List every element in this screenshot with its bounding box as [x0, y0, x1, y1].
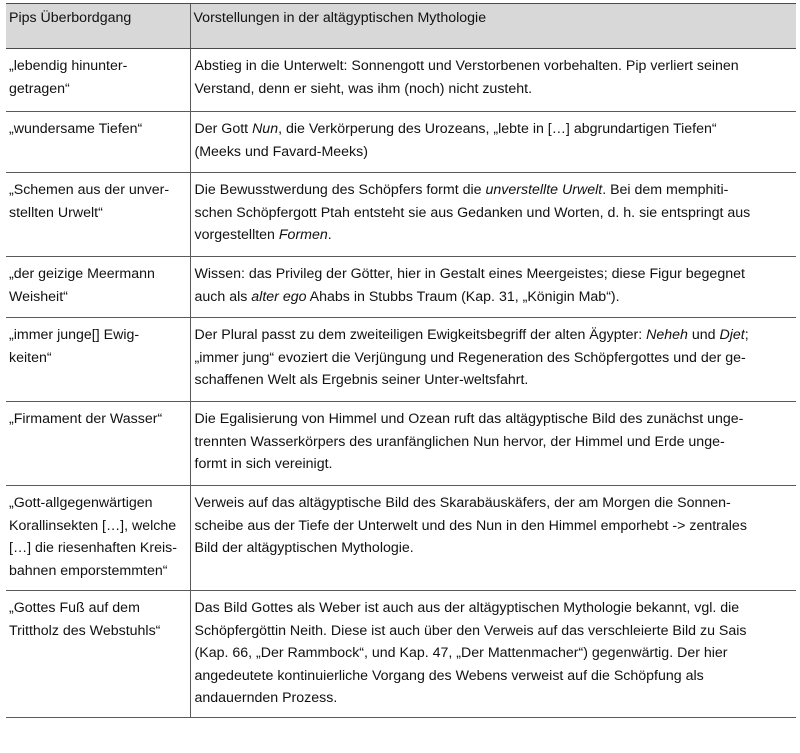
- text-segment: und: [687, 327, 720, 343]
- italic-term: unverstellte Urwelt: [485, 182, 603, 198]
- text-segment: scheibe aus der Tiefe der Unterwelt und des Nun in den Himmel emporhebt -> zentrales: [194, 517, 747, 534]
- interpretation-cell: [190, 486, 796, 591]
- text-segment: . Bei dem memphiti-: [602, 182, 729, 198]
- italic-term: Nun: [252, 121, 279, 137]
- text-segment: (Meeks und Favard-Meeks): [194, 143, 368, 160]
- interpretation-line: [195, 55, 794, 78]
- table-row: [6, 591, 796, 718]
- italic-term: alter ego: [251, 288, 307, 305]
- quote-line: Weisheit“: [9, 288, 68, 305]
- quote-line: „Gott-allgegenwärtigen: [9, 495, 153, 511]
- table-row: [6, 49, 796, 112]
- interpretation-line: [195, 642, 794, 665]
- quote-cell: [6, 49, 190, 112]
- interpretation-line: [195, 347, 794, 370]
- quote-line: „Firmament der Wasser“: [9, 411, 163, 427]
- interpretation-line: [195, 179, 794, 202]
- text-segment: , die Verkörperung des Urozeans, „lebte in […] abgrundartigen Tiefen“: [278, 121, 717, 137]
- quote-cell: [6, 318, 190, 402]
- quote-line: keiten“: [9, 349, 52, 366]
- interpretation-line: [195, 118, 794, 141]
- interpretation-cell: [190, 318, 796, 402]
- interpretation-cell: [190, 112, 796, 173]
- interpretation-line: [195, 408, 794, 431]
- text-segment: Schöpfergöttin Neith. Diese ist auch über den Verweis auf das verschleierte Bild zu Sais: [194, 622, 747, 639]
- interpretation-cell: [190, 257, 796, 318]
- quote-cell: [6, 257, 190, 318]
- table-row: [6, 257, 796, 318]
- quote-line: „immer junge[] Ewig-: [9, 327, 140, 343]
- interpretation-line: [195, 537, 794, 560]
- interpretation-line: [195, 78, 794, 101]
- table-row: [6, 112, 796, 173]
- quote-line: getragen“: [9, 80, 70, 97]
- text-segment: vorgestellten: [194, 227, 279, 243]
- table-row: [6, 486, 796, 591]
- text-segment: auch als: [194, 288, 252, 305]
- text-segment: (Kap. 66, „Der Rammbock“, und Kap. 47, „Der Mattenmacher“) gegenwärtig. Der hier: [194, 645, 728, 661]
- quote-cell: [6, 402, 190, 486]
- text-segment: andauernden Prozess.: [194, 690, 338, 706]
- text-segment: Die Bewusstwerdung des Schöpfers formt die: [194, 182, 486, 198]
- quote-line: „lebendig hinunter-: [9, 58, 128, 74]
- text-segment: Der Plural passt zu dem zweiteiligen Ewigkeitsbegriff der alten Ägypter:: [194, 327, 647, 343]
- italic-term: Neheh: [646, 327, 688, 343]
- interpretation-line: [195, 202, 794, 225]
- text-segment: ;: [744, 327, 749, 343]
- quote-line: […] die riesenhaften Kreis-: [9, 540, 177, 556]
- quote-line: bahnen emporstemmten“: [9, 562, 168, 579]
- text-segment: trennten Wasserkörpers des uranfänglichen Nun hervor, der Himmel und Erde unge-: [194, 433, 725, 450]
- text-segment: Das Bild Gottes als Weber ist auch aus der altägyptischen Mythologie bekannt, vgl. die: [194, 600, 740, 616]
- text-segment: Abstieg in die Unterwelt: Sonnengott und Verstorbenen vorbehalten. Pip verliert seinen: [194, 58, 739, 74]
- interpretation-line: [195, 286, 794, 309]
- text-segment: „immer jung“ evoziert die Verjüngung und Regeneration des Schöpfergottes und der ge-: [194, 349, 746, 366]
- mythology-comparison-table: [6, 3, 796, 718]
- table-row: [6, 402, 796, 486]
- quote-line: „Gottes Fuß auf dem: [9, 600, 140, 616]
- interpretation-line: [195, 224, 794, 247]
- quote-line: „der geizige Meermann: [9, 266, 155, 282]
- quote-line: Trittholz des Webstuhls“: [9, 622, 161, 639]
- quote-line: „Schemen aus der unver-: [9, 182, 170, 198]
- interpretation-cell: [190, 173, 796, 257]
- interpretation-line: [195, 515, 794, 538]
- interpretation-line: [195, 369, 794, 392]
- quote-cell: [6, 173, 190, 257]
- interpretation-line: [195, 324, 794, 347]
- interpretation-line: [195, 492, 794, 515]
- text-segment: schaffenen Welt als Ergebnis seiner Unter-weltsfahrt.: [194, 372, 529, 388]
- quote-line: Korallinsekten […], welche: [9, 517, 177, 534]
- text-segment: formt in sich vereinigt.: [194, 456, 333, 472]
- quote-cell: [6, 112, 190, 173]
- text-segment: Verstand, denn er sieht, was ihm (noch) nicht zusteht.: [194, 80, 533, 97]
- italic-term: Djet: [719, 327, 745, 343]
- text-segment: .: [327, 227, 332, 243]
- interpretation-line: [195, 620, 794, 643]
- interpretation-line: [195, 665, 794, 688]
- quote-line: stellten Urwelt“: [9, 204, 103, 221]
- column-header-pips-ueberbordgang: Pips Überbordgang: [6, 4, 190, 49]
- text-segment: Wissen: das Privileg der Götter, hier in Gestalt eines Meergeistes; diese Figur begegnet: [194, 266, 745, 282]
- interpretation-cell: [190, 402, 796, 486]
- quote-cell: [6, 591, 190, 718]
- interpretation-line: [195, 141, 794, 164]
- quote-cell: [6, 486, 190, 591]
- interpretation-line: [195, 263, 794, 286]
- quote-line: „wundersame Tiefen“: [9, 121, 143, 137]
- text-segment: schen Schöpfergott Ptah entsteht sie aus Gedanken und Worten, d. h. sie entspringt aus: [194, 204, 751, 221]
- interpretation-line: [195, 687, 794, 710]
- header-row: [6, 4, 796, 49]
- text-segment: angedeutete kontinuierliche Vorgang des Webens verweist auf die Schöpfung als: [194, 667, 704, 684]
- table-row: [6, 173, 796, 257]
- italic-term: Formen: [278, 227, 328, 243]
- interpretation-cell: [190, 591, 796, 718]
- text-segment: Die Egalisierung von Himmel und Ozean ruft das altägyptische Bild des zunächst unge-: [194, 411, 744, 427]
- table-row: [6, 318, 796, 402]
- text-segment: Bild der altägyptischen Mythologie.: [194, 540, 414, 556]
- interpretation-line: [195, 597, 794, 620]
- text-segment: Der Gott: [194, 121, 253, 137]
- text-segment: Verweis auf das altägyptische Bild des Skarabäuskäfers, der am Morgen die Sonnen-: [194, 495, 731, 511]
- interpretation-line: [195, 453, 794, 476]
- text-segment: Ahabs in Stubbs Traum (Kap. 31, „Königin Mab“).: [306, 288, 620, 305]
- column-header-vorstellungen: Vorstellungen in der altägyptischen Mythologie: [190, 4, 796, 49]
- interpretation-line: [195, 431, 794, 454]
- interpretation-cell: [190, 49, 796, 112]
